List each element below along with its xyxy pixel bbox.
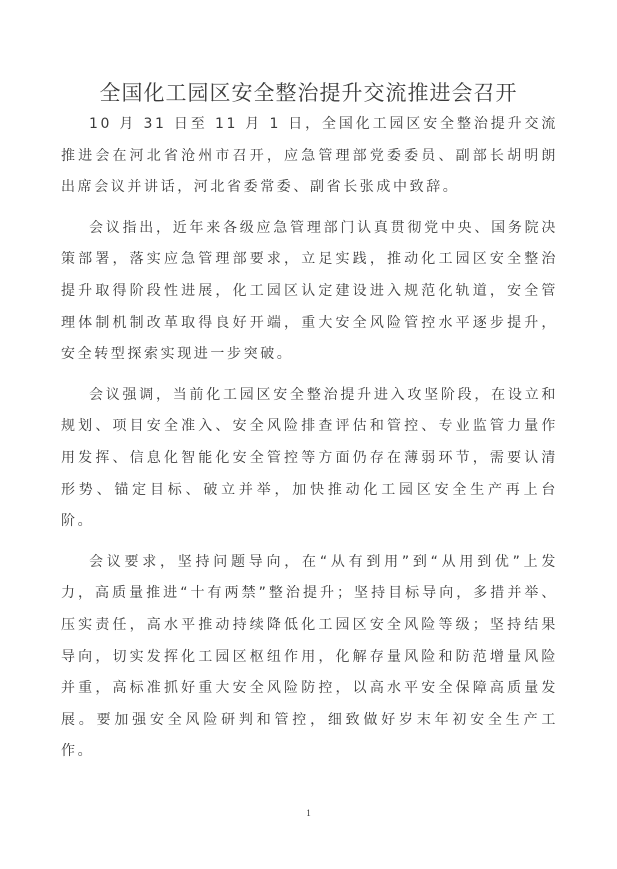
page-number: 1 (306, 808, 311, 818)
document-title: 全国化工园区安全整治提升交流推进会召开 (99, 81, 518, 106)
paragraph-4: 会议要求，坚持问题导向，在“从有到用”到“从用到优”上发力，高质量推进“十有两禁”整治提升；坚持目标导向，多措并举、压实责任，高水平推动持续降低化工园区安全风险等级；坚持结果导向，切实发挥化工园区枢纽作用，化解存量风险和防范增量风险并重，高标准抓好重大安全风险防控，以高水平安全保障高质量发展。要加强安全风险研判和管控，细致做好岁末年初安全生产工作。 (61, 553, 558, 760)
paragraph-3: 会议强调，当前化工园区安全整治提升进入攻坚阶段，在设立和规划、项目安全准入、安全风险排查评估和管控、专业监管力量作用发挥、信息化智能化安全管控等方面仍存在薄弱环节，需要认清形势、锚定目标、破立并举，加快推动化工园区安全生产再上台阶。 (61, 386, 558, 530)
paragraph-2: 会议指出，近年来各级应急管理部门认真贯彻党中央、国务院决策部署，落实应急管理部要求，立足实践，推动化工园区安全整治提升取得阶段性进展，化工园区认定建设进入规范化轨道，安全管理体制机制改革取得良好开端，重大安全风险管控水平逐步提升，安全转型探索实现进一步突破。 (61, 219, 558, 363)
document-body (61, 109, 558, 777)
paragraph-1: 10 月 31 日至 11 月 1 日，全国化工园区安全整治提升交流推进会在河北省沧州市召开，应急管理部党委委员、副部长胡明朗出席会议并讲话，河北省委常委、副省长张成中致辞。 (61, 116, 558, 196)
